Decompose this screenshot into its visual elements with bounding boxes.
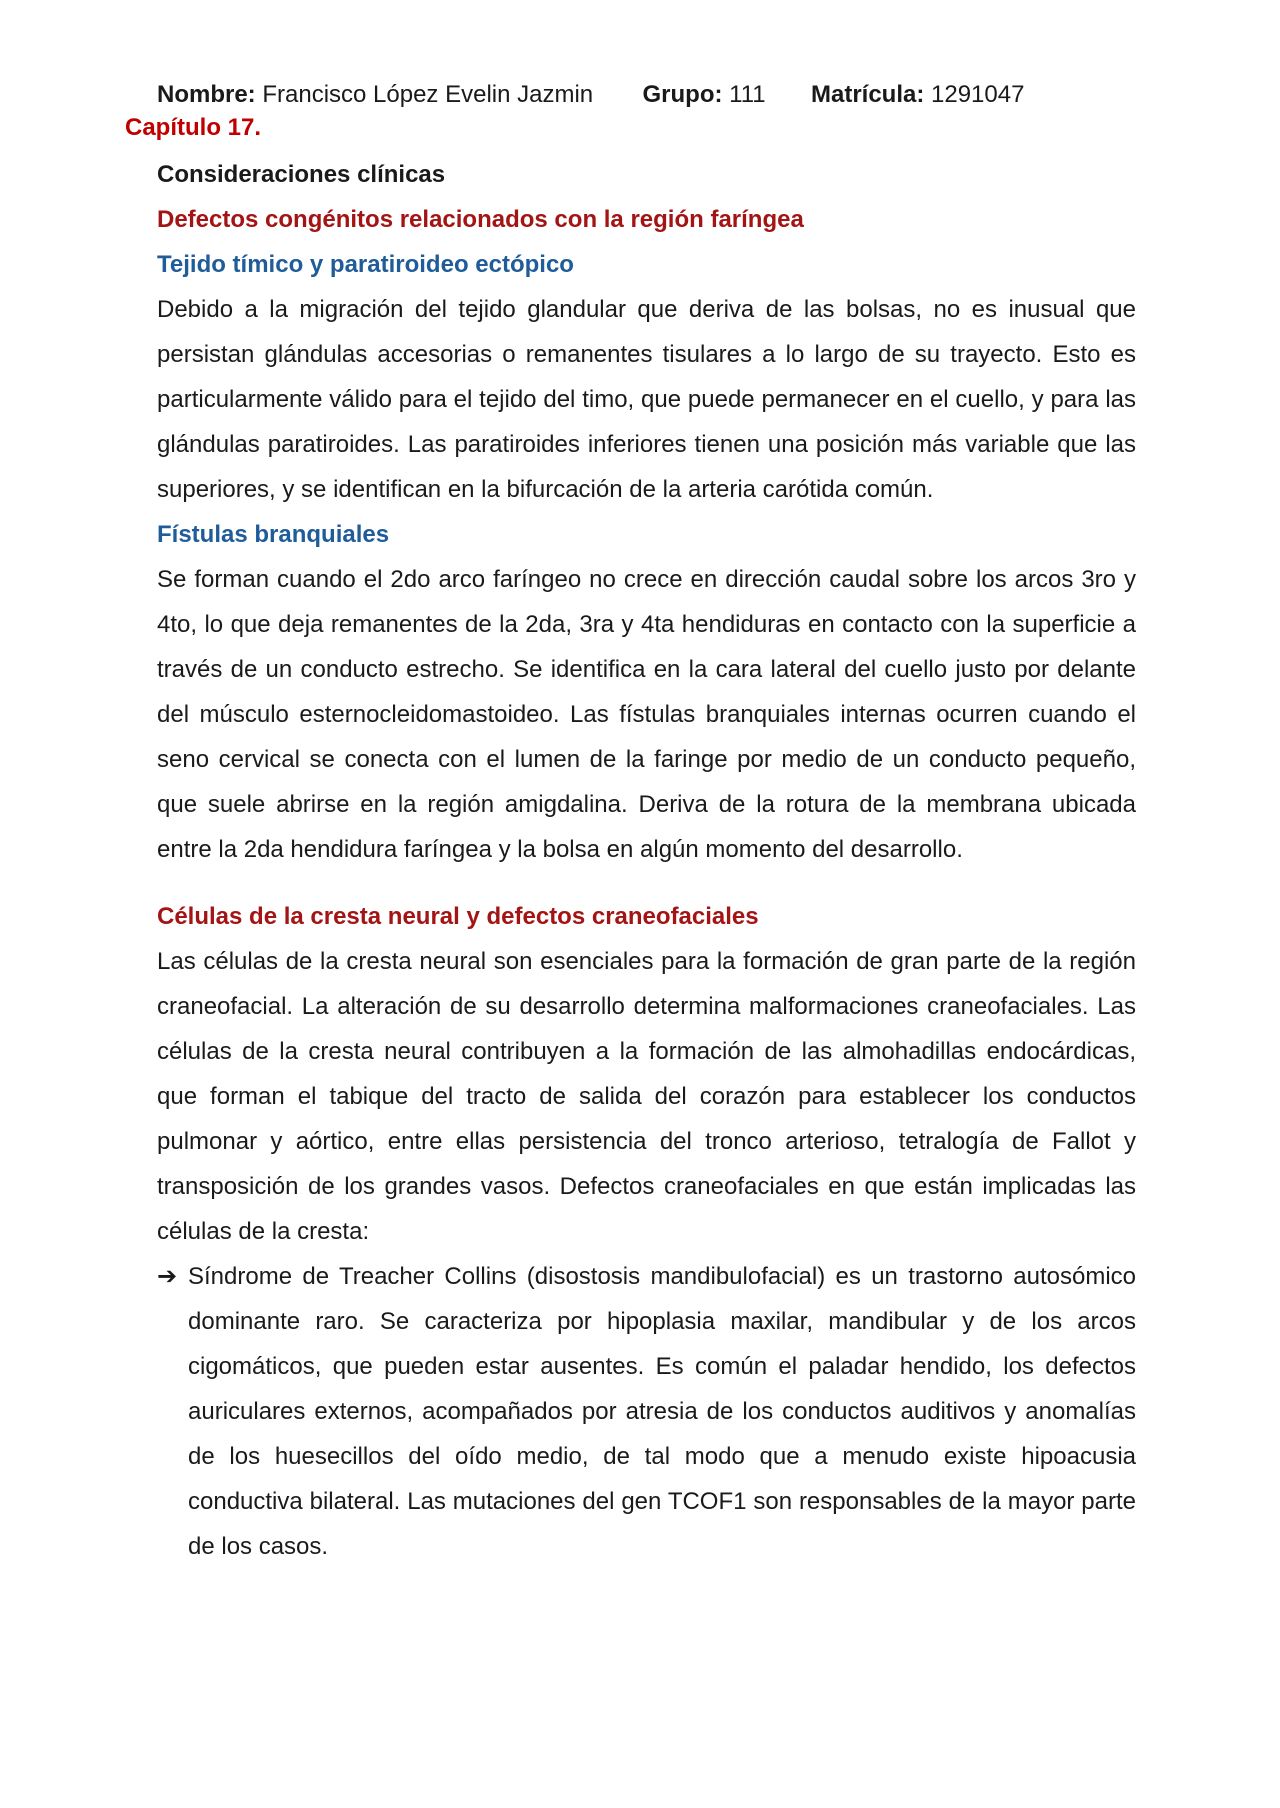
id-label: Matrícula: [810, 81, 925, 108]
branchial-fistulas-paragraph: Se forman cuando el 2do arco faríngeo no crece en dirección caudal sobre los arcos 3ro y 4to, lo que deja remanentes de la 2da, 3ra y 4ta hendiduras en contacto con la superficie a través de un conducto estrecho. Se identifica en la cara lateral del cuello justo por delante del músculo esternocleidomastoideo. Las fístulas branquiales internas ocurren cuando el seno cervical se conecta con el lumen de la faringe por medio de un conducto pequeño, que suele abrirse en la región amigdalina. Deriva de la rotura de la membrana ubicada entre la 2da hendidura faríngea y la bolsa en algún momento del desarrollo. [157, 566, 1136, 863]
neural-crest-heading: Células de la cresta neural y defectos craneofaciales [157, 903, 759, 930]
student-header [157, 80, 1024, 110]
arrow-right-icon: ➔ [157, 1263, 178, 1290]
section-spacer [157, 872, 1136, 894]
list-item [157, 1254, 1136, 1569]
name-label: Nombre: [157, 81, 256, 108]
document-body [157, 152, 1136, 1569]
name-value: Francisco López Evelin Jazmin [262, 81, 594, 108]
branchial-fistulas-heading: Fístulas branquiales [157, 521, 390, 548]
ectopic-tissue-paragraph: Debido a la migración del tejido glandular que deriva de las bolsas, no es inusual que persistan glándulas accesorias o remanentes tisulares a lo largo de su trayecto. Esto es particularmente válido para el tejido del timo, que puede permanecer en el cuello, y para las glándulas paratiroides. Las paratiroides inferiores tienen una posición más variable que las superiores, y se identifican en la bifurcación de la arteria carótida común. [157, 296, 1136, 503]
pharyngeal-defects-heading: Defectos congénitos relacionados con la región faríngea [157, 206, 804, 233]
id-value: 1291047 [931, 81, 1025, 108]
neural-crest-paragraph: Las células de la cresta neural son esenciales para la formación de gran parte de la región craneofacial. La alteración de su desarrollo determina malformaciones craneofaciales. Las células de la cresta neural contribuyen a la formación de las almohadillas endocárdicas, que forman el tabique del tracto de salida del corazón para establecer los conductos pulmonar y aórtico, entre ellas persistencia del tronco arterioso, tetralogía de Fallot y transposición de los grandes vasos. Defectos craneofaciales en que están implicadas las células de la cresta: [157, 948, 1136, 1245]
clinical-considerations-heading: Consideraciones clínicas [157, 161, 446, 188]
group-value: 111 [729, 81, 766, 108]
treacher-collins-paragraph: Síndrome de Treacher Collins (disostosis mandibulofacial) es un trastorno autosómico dominante raro. Se caracteriza por hipoplasia maxilar, mandibular y de los arcos cigomáticos, que pueden estar ausentes. Es común el paladar hendido, los defectos auriculares externos, acompañados por atresia de los conductos auditivos y anomalías de los huesecillos del oído medio, de tal modo que a menudo existe hipoacusia conductiva bilateral. Las mutaciones del gen TCOF1 son responsables de la mayor parte de los casos. [188, 1263, 1136, 1560]
chapter-title: Capítulo 17. [125, 114, 262, 141]
group-label: Grupo: [642, 81, 723, 108]
ectopic-tissue-heading: Tejido tímico y paratiroideo ectópico [157, 251, 574, 278]
